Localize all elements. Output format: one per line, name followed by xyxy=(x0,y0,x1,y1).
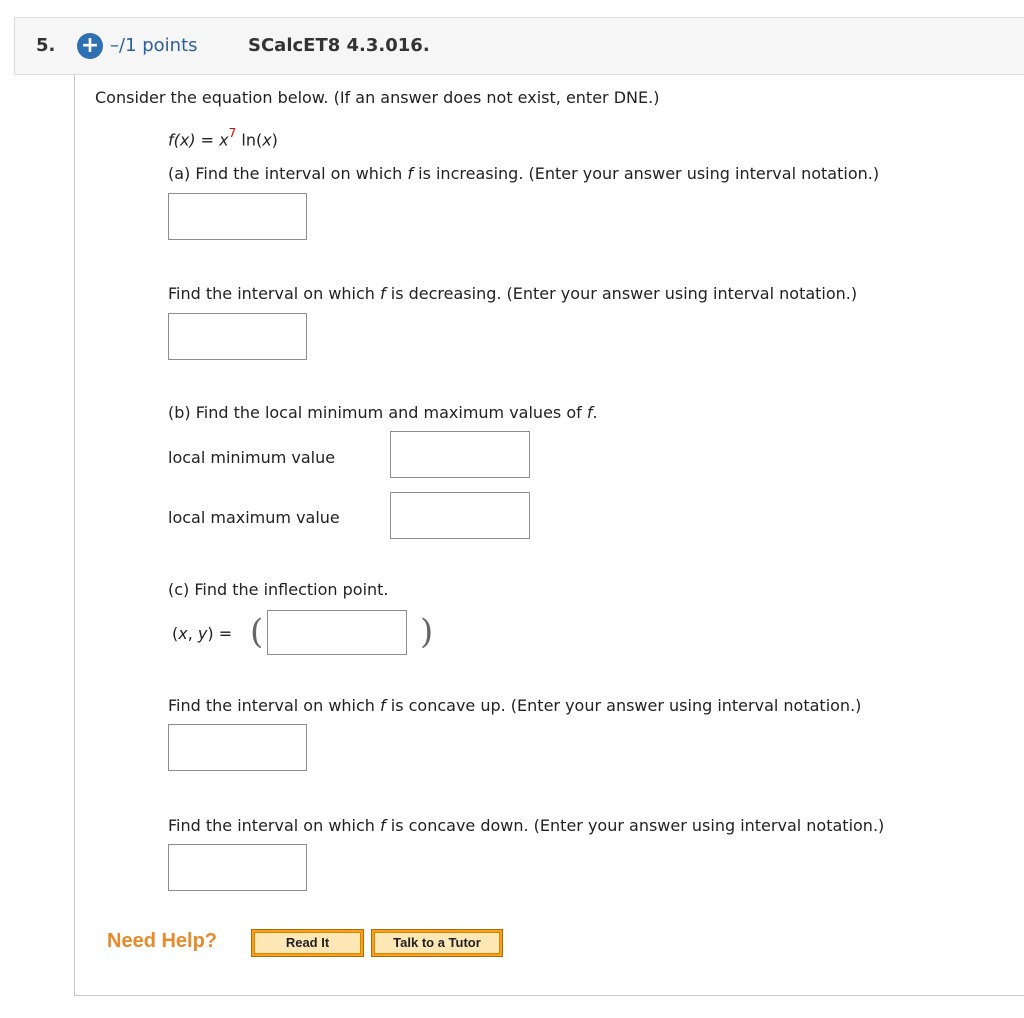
xy-open: ( xyxy=(172,624,179,643)
part-a-suffix: is increasing. (Enter your answer using interval notation.) xyxy=(413,164,880,183)
concave-down-prefix: Find the interval on which xyxy=(168,816,381,835)
concave-up-var: f xyxy=(380,696,386,715)
need-help-label: Need Help? xyxy=(107,930,218,952)
local-max-label: local maximum value xyxy=(168,508,340,527)
talk-to-tutor-button[interactable] xyxy=(371,929,503,957)
concave-up-prefix: Find the interval on which xyxy=(168,696,381,715)
part-b-prefix: (b) Find the local minimum and maximum values of xyxy=(168,403,587,422)
equation-exponent: 7 xyxy=(228,126,237,140)
equation-fn: ln( xyxy=(236,130,263,150)
equation-close: ) xyxy=(271,130,278,150)
xy-close: ) = xyxy=(207,624,233,643)
part-a-prompt xyxy=(168,164,879,183)
part-a-prefix: (a) Find the interval on which xyxy=(168,164,408,183)
right-paren: ) xyxy=(420,612,434,652)
talk-to-tutor-label: Talk to a Tutor xyxy=(374,932,500,954)
equation-equals: = xyxy=(195,130,220,150)
equation-arg: x xyxy=(262,130,272,150)
xy-y: y xyxy=(197,624,208,643)
xy-label xyxy=(172,624,232,643)
concave-down-suffix: is concave down. (Enter your answer using interval notation.) xyxy=(385,816,885,835)
question-header xyxy=(14,17,1024,75)
decreasing-interval-input[interactable] xyxy=(168,313,307,360)
decreasing-var: f xyxy=(380,284,386,303)
points-label: –/1 points xyxy=(110,35,198,56)
equation-base: x xyxy=(219,130,229,150)
concave-down-input[interactable] xyxy=(168,844,307,891)
local-max-input[interactable] xyxy=(390,492,530,539)
equation-lhs: f(x) xyxy=(168,130,196,150)
part-b-suffix: . xyxy=(592,403,598,422)
decreasing-prefix: Find the interval on which xyxy=(168,284,381,303)
concave-down-var: f xyxy=(380,816,386,835)
concave-up-prompt xyxy=(168,696,861,715)
increasing-interval-input[interactable] xyxy=(168,193,307,240)
part-b-prompt xyxy=(168,403,598,422)
left-paren: ( xyxy=(250,612,264,652)
part-c-prompt: (c) Find the inflection point. xyxy=(168,580,389,599)
xy-comma: , xyxy=(187,624,198,643)
plus-icon[interactable]: + xyxy=(77,33,103,59)
equation xyxy=(168,128,278,149)
concave-up-input[interactable] xyxy=(168,724,307,771)
local-min-label: local minimum value xyxy=(168,448,336,467)
question-code: SCalcET8 4.3.016. xyxy=(248,35,430,56)
intro-text: Consider the equation below. (If an answer does not exist, enter DNE.) xyxy=(95,88,660,107)
question-number: 5. xyxy=(36,35,56,56)
part-b-var: f xyxy=(586,403,593,422)
read-it-button[interactable] xyxy=(251,929,364,957)
read-it-label: Read It xyxy=(254,932,361,954)
decreasing-prompt xyxy=(168,284,857,303)
concave-down-prompt xyxy=(168,816,884,835)
xy-x: x xyxy=(178,624,188,643)
decreasing-suffix: is decreasing. (Enter your answer using interval notation.) xyxy=(385,284,858,303)
inflection-point-input[interactable] xyxy=(267,610,407,655)
local-min-input[interactable] xyxy=(390,431,530,478)
concave-up-suffix: is concave up. (Enter your answer using interval notation.) xyxy=(385,696,862,715)
part-a-var: f xyxy=(407,164,414,183)
